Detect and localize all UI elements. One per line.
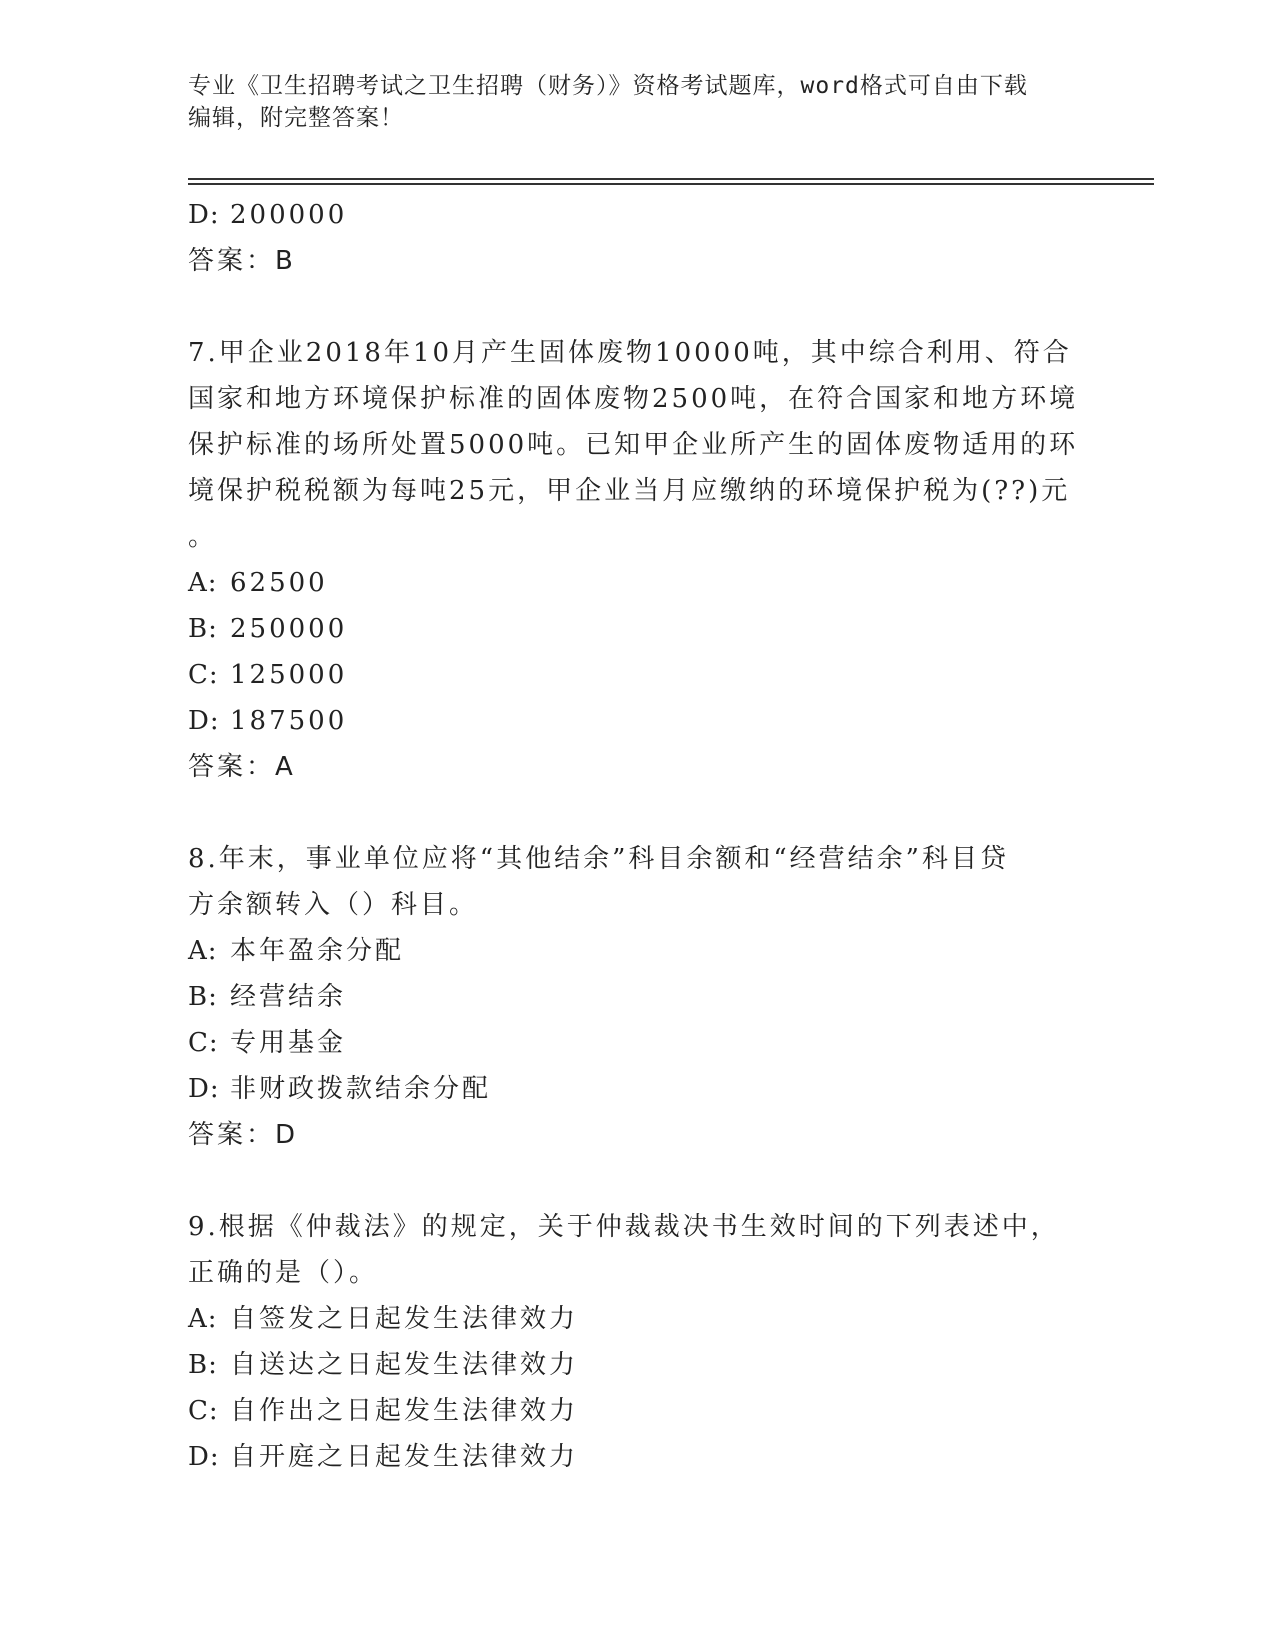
question-7-option-b — [188, 606, 1068, 652]
option-label: A: — [188, 568, 218, 598]
option-label: C: — [188, 1396, 219, 1426]
option-text: 250000 — [230, 614, 348, 644]
document-header — [188, 70, 1068, 134]
question-content — [188, 192, 1079, 1480]
option-text: 187500 — [230, 706, 348, 736]
option-text: 专用基金 — [230, 1028, 347, 1058]
question-9-line-1: 9.根据《仲裁法》的规定，关于仲裁裁决书生效时间的下列表述中， — [188, 1212, 1060, 1242]
header-line-1: 专业《卫生招聘考试之卫生招聘（财务）》资格考试题库，word格式可自由下载 — [188, 73, 1028, 99]
question-7-answer: 答案：A — [188, 752, 296, 782]
option-label: A: — [188, 1304, 218, 1334]
question-8-option-a — [188, 928, 1068, 974]
option-label: B: — [188, 614, 218, 644]
option-text: 200000 — [230, 200, 348, 230]
option-text: 125000 — [230, 660, 348, 690]
option-label: C: — [188, 660, 219, 690]
question-8-option-b — [188, 974, 1068, 1020]
option-text: 经营结余 — [230, 982, 347, 1012]
option-label: D: — [188, 1074, 220, 1104]
question-7 — [188, 330, 1079, 790]
question-9 — [188, 1204, 1068, 1480]
option-label: B: — [188, 1350, 218, 1380]
option-label: D: — [188, 706, 220, 736]
header-divider-top — [188, 178, 1154, 180]
option-label: A: — [188, 936, 218, 966]
option-text: 自作出之日起发生法律效力 — [230, 1396, 579, 1426]
option-text: 62500 — [230, 568, 328, 598]
option-text: 自签发之日起发生法律效力 — [230, 1304, 579, 1334]
question-9-option-b — [188, 1342, 1068, 1388]
option-label: B: — [188, 982, 218, 1012]
question-7-line-4: 境保护税税额为每吨25元，甲企业当月应缴纳的环境保护税为(??)元 — [188, 476, 1071, 506]
header-divider-bottom — [188, 183, 1154, 185]
spacer — [188, 1158, 1068, 1204]
prev-answer: 答案：B — [188, 246, 296, 276]
question-9-option-d — [188, 1434, 1068, 1480]
header-line-2: 编辑，附完整答案！ — [188, 105, 404, 131]
option-label: D: — [188, 1442, 220, 1472]
prev-option-d — [188, 192, 1068, 238]
question-7-option-a — [188, 560, 1068, 606]
option-text: 非财政拨款结余分配 — [230, 1074, 492, 1104]
question-8-option-c — [188, 1020, 1068, 1066]
question-8-answer: 答案：D — [188, 1120, 299, 1150]
question-7-line-2: 国家和地方环境保护标准的固体废物2500吨，在符合国家和地方环境 — [188, 384, 1079, 414]
spacer — [188, 790, 1068, 836]
question-8 — [188, 836, 1068, 1158]
option-text: 自送达之日起发生法律效力 — [230, 1350, 579, 1380]
option-text: 自开庭之日起发生法律效力 — [230, 1442, 579, 1472]
option-label: C: — [188, 1028, 219, 1058]
question-7-line-3: 保护标准的场所处置5000吨。已知甲企业所产生的固体废物适用的环 — [188, 430, 1079, 460]
question-7-option-d — [188, 698, 1068, 744]
question-9-option-a — [188, 1296, 1068, 1342]
option-text: 本年盈余分配 — [230, 936, 405, 966]
question-8-line-1: 8.年末，事业单位应将“其他结余”科目余额和“经营结余”科目贷 — [188, 844, 1009, 874]
question-8-line-2: 方余额转入（）科目。 — [188, 890, 479, 920]
question-7-option-c — [188, 652, 1068, 698]
question-9-option-c — [188, 1388, 1068, 1434]
question-8-option-d — [188, 1066, 1068, 1112]
spacer — [188, 284, 1068, 330]
option-label: D: — [188, 200, 220, 230]
question-9-line-2: 正确的是（）。 — [188, 1258, 379, 1288]
question-7-line-5: 。 — [188, 522, 218, 552]
question-7-line-1: 7.甲企业2018年10月产生固体废物10000吨，其中综合利用、符合 — [188, 338, 1072, 368]
